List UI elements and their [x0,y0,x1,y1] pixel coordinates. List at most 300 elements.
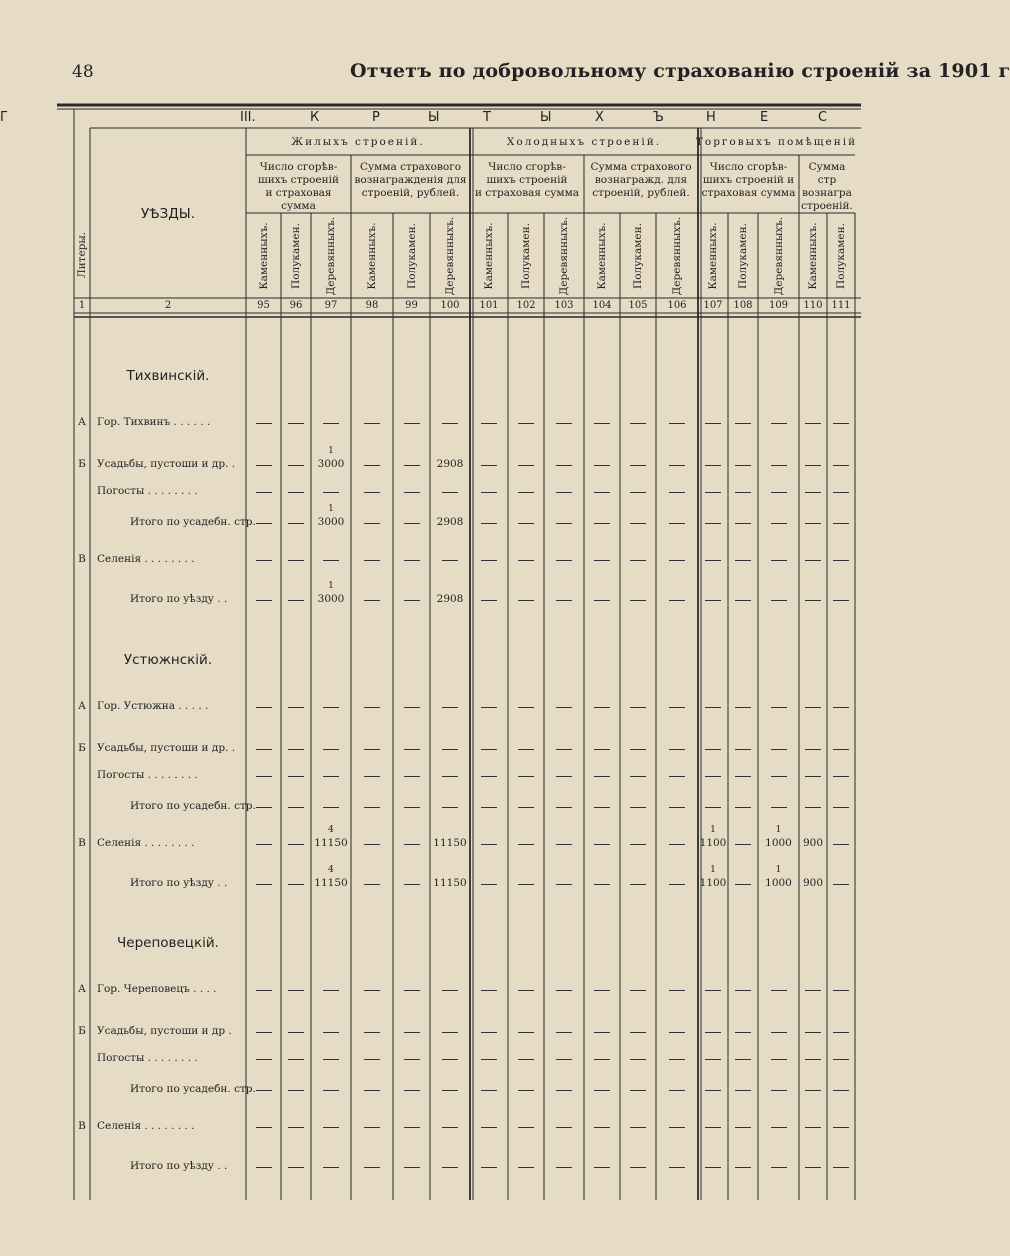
empty-cell-dash [705,749,721,750]
empty-cell-dash [669,1059,685,1060]
cell-value: 3000 [317,516,345,528]
empty-cell-dash [518,707,534,708]
empty-cell-dash [805,707,821,708]
banner-letter: Е [760,110,769,125]
empty-cell-dash [442,749,458,750]
empty-cell-dash [481,1090,497,1091]
empty-cell-dash [556,844,572,845]
empty-cell-dash [518,1127,534,1128]
empty-cell-dash [404,1127,420,1128]
empty-cell-dash [735,423,751,424]
empty-cell-dash [833,1059,849,1060]
empty-cell-dash [771,707,787,708]
column-number: 100 [440,300,460,311]
empty-cell-dash [518,1167,534,1168]
empty-cell-dash [735,844,751,845]
empty-cell-dash [805,600,821,601]
empty-cell-dash [442,807,458,808]
empty-cell-dash [442,1032,458,1033]
cell-value: 1000 [765,877,792,889]
empty-cell-dash [481,844,497,845]
empty-cell-dash [705,707,721,708]
uezdy-header: УѢЗДЫ. [140,206,196,222]
empty-cell-dash [705,492,721,493]
empty-cell-dash [833,707,849,708]
empty-cell-dash [518,492,534,493]
empty-cell-dash [481,560,497,561]
cell-value: 900 [802,877,824,889]
empty-cell-dash [256,560,272,561]
empty-cell-dash [669,844,685,845]
empty-cell-dash [630,492,646,493]
empty-cell-dash [288,1127,304,1128]
empty-cell-dash [594,1059,610,1060]
empty-cell-dash [556,600,572,601]
empty-cell-dash [556,423,572,424]
empty-cell-dash [404,749,420,750]
empty-cell-dash [556,1127,572,1128]
empty-cell-dash [256,423,272,424]
empty-cell-dash [256,492,272,493]
empty-cell-dash [481,776,497,777]
empty-cell-dash [556,707,572,708]
empty-cell-dash [833,1032,849,1033]
empty-cell-dash [518,990,534,991]
empty-cell-dash [404,492,420,493]
empty-cell-dash [288,1032,304,1033]
empty-cell-dash [288,523,304,524]
empty-cell-dash [481,600,497,601]
column-type-label: Каменныхъ. [596,222,608,290]
empty-cell-dash [833,423,849,424]
empty-cell-dash [805,990,821,991]
empty-cell-dash [256,1090,272,1091]
cell-value: 2908 [436,516,464,528]
empty-cell-dash [481,1167,497,1168]
empty-cell-dash [364,1167,380,1168]
empty-cell-dash [518,749,534,750]
empty-cell-dash [323,1127,339,1128]
empty-cell-dash [705,1059,721,1060]
subgroup-header: Сумма страхового вознагражд. для строеній, рублей. [590,161,692,199]
empty-cell-dash [556,807,572,808]
column-type-label: Полукамен. [835,223,847,289]
empty-cell-dash [594,990,610,991]
empty-cell-dash [669,749,685,750]
row-label: Итого по усадебн. стр. [130,800,256,812]
empty-cell-dash [771,600,787,601]
empty-cell-dash [364,560,380,561]
page-number: 48 [72,62,94,82]
empty-cell-dash [481,523,497,524]
empty-cell-dash [805,776,821,777]
row-label: Итого по уѣзду . . [130,1160,228,1172]
empty-cell-dash [364,776,380,777]
column-type-label: Полукамен. [737,223,749,289]
empty-cell-dash [288,1167,304,1168]
empty-cell-dash [256,1127,272,1128]
empty-cell-dash [323,1090,339,1091]
group-header: Холодныхъ строеній. [506,136,662,148]
empty-cell-dash [364,1090,380,1091]
row-letter: Б [78,1025,86,1037]
empty-cell-dash [735,560,751,561]
empty-cell-dash [364,1059,380,1060]
empty-cell-dash [735,749,751,750]
column-type-label: Полукамен. [632,223,644,289]
empty-cell-dash [594,844,610,845]
empty-cell-dash [556,884,572,885]
empty-cell-dash [323,1059,339,1060]
empty-cell-dash [364,600,380,601]
cell-value: 3000 [317,593,345,605]
cell-value: 3000 [317,458,345,470]
empty-cell-dash [364,465,380,466]
empty-cell-dash [594,1090,610,1091]
empty-cell-dash [481,1127,497,1128]
empty-cell-dash [735,1059,751,1060]
empty-cell-dash [705,1090,721,1091]
empty-cell-dash [805,749,821,750]
section-name: Тихвинскій. [126,368,210,384]
cell-superscript: 4 [328,865,334,875]
empty-cell-dash [323,707,339,708]
cell-value: 11150 [433,877,467,889]
empty-cell-dash [630,560,646,561]
empty-cell-dash [404,807,420,808]
empty-cell-dash [288,707,304,708]
cell-value: 900 [802,837,824,849]
banner-letter: Н [706,110,716,125]
empty-cell-dash [323,423,339,424]
column-number: 96 [289,300,303,311]
row-letter: В [78,553,86,565]
empty-cell-dash [594,807,610,808]
column-number: 2 [164,300,172,311]
row-label: Усадьбы, пустоши и др. . [97,458,236,470]
empty-cell-dash [256,707,272,708]
column-type-label: Полукамен. [290,223,302,289]
column-number: 103 [554,300,574,311]
cell-superscript: 1 [328,446,334,456]
empty-cell-dash [705,776,721,777]
empty-cell-dash [833,492,849,493]
empty-cell-dash [518,884,534,885]
row-label: Селенія . . . . . . . . [97,1120,195,1132]
empty-cell-dash [669,884,685,885]
empty-cell-dash [833,560,849,561]
empty-cell-dash [630,807,646,808]
row-letter: Б [78,742,86,754]
row-label: Итого по усадебн. стр. [130,516,256,528]
empty-cell-dash [442,1059,458,1060]
empty-cell-dash [735,807,751,808]
row-label: Погосты . . . . . . . . [97,1052,198,1064]
empty-cell-dash [364,749,380,750]
empty-cell-dash [364,523,380,524]
empty-cell-dash [288,600,304,601]
empty-cell-dash [288,776,304,777]
empty-cell-dash [404,523,420,524]
column-number: 1 [78,300,86,311]
empty-cell-dash [669,776,685,777]
row-letter: В [78,837,86,849]
empty-cell-dash [323,1032,339,1033]
column-type-label: Деревянныхъ. [444,216,456,296]
empty-cell-dash [288,749,304,750]
row-letter: В [78,1120,86,1132]
empty-cell-dash [630,600,646,601]
empty-cell-dash [805,1090,821,1091]
empty-cell-dash [594,492,610,493]
cell-value: 2908 [436,458,464,470]
row-label: Погосты . . . . . . . . [97,769,198,781]
empty-cell-dash [556,560,572,561]
empty-cell-dash [833,600,849,601]
empty-cell-dash [805,1127,821,1128]
empty-cell-dash [442,990,458,991]
cell-value: 1000 [765,837,792,849]
empty-cell-dash [481,707,497,708]
empty-cell-dash [288,844,304,845]
cell-superscript: 1 [328,581,334,591]
column-number: 102 [516,300,536,311]
empty-cell-dash [805,423,821,424]
empty-cell-dash [594,600,610,601]
empty-cell-dash [594,707,610,708]
empty-cell-dash [556,749,572,750]
column-number: 108 [733,300,753,311]
empty-cell-dash [481,492,497,493]
empty-cell-dash [518,423,534,424]
row-label: Гор. Тихвинъ . . . . . . [97,416,211,428]
column-number: 105 [628,300,648,311]
empty-cell-dash [833,1167,849,1168]
empty-cell-dash [771,1127,787,1128]
cell-superscript: 4 [328,825,334,835]
empty-cell-dash [630,1032,646,1033]
cell-value: 11150 [314,877,348,889]
banner-letter: К [310,110,320,125]
empty-cell-dash [364,807,380,808]
column-number: 95 [257,300,270,311]
empty-cell-dash [805,560,821,561]
empty-cell-dash [630,523,646,524]
empty-cell-dash [256,465,272,466]
cell-superscript: 1 [775,825,782,835]
cell-superscript: 1 [710,825,716,835]
empty-cell-dash [630,749,646,750]
row-label: Усадьбы, пустоши и др . [97,1025,232,1037]
empty-cell-dash [481,1059,497,1060]
empty-cell-dash [805,1032,821,1033]
banner-letter: С [818,110,828,125]
empty-cell-dash [735,776,751,777]
empty-cell-dash [256,990,272,991]
banner-letter: Х [595,110,604,125]
row-label: Селенія . . . . . . . . [97,837,195,849]
row-label: Гор. Устюжна . . . . . [97,700,209,712]
banner-letter: Ы [540,110,552,125]
column-number: 107 [703,300,723,311]
empty-cell-dash [518,465,534,466]
empty-cell-dash [256,884,272,885]
empty-cell-dash [256,1059,272,1060]
section-name: Череповецкій. [117,935,219,951]
empty-cell-dash [735,1032,751,1033]
empty-cell-dash [594,884,610,885]
empty-cell-dash [256,523,272,524]
empty-cell-dash [594,560,610,561]
column-type-label: Каменныхъ. [707,222,719,290]
group-header: Торговыхъ помѣщеній [695,136,858,148]
empty-cell-dash [518,1090,534,1091]
litery-header: Литеры. [76,231,88,279]
column-number: 98 [365,300,379,311]
empty-cell-dash [771,1167,787,1168]
empty-cell-dash [735,990,751,991]
column-number: 101 [479,300,499,311]
empty-cell-dash [630,423,646,424]
empty-cell-dash [364,423,380,424]
row-label: Погосты . . . . . . . . [97,485,198,497]
empty-cell-dash [288,1090,304,1091]
empty-cell-dash [481,990,497,991]
banner-letter: III. [240,110,256,125]
empty-cell-dash [630,990,646,991]
empty-cell-dash [323,749,339,750]
cell-value: 11150 [433,837,467,849]
empty-cell-dash [705,465,721,466]
empty-cell-dash [442,776,458,777]
empty-cell-dash [518,1059,534,1060]
empty-cell-dash [630,1167,646,1168]
column-type-label: Полукамен. [405,223,418,289]
empty-cell-dash [256,600,272,601]
empty-cell-dash [705,807,721,808]
empty-cell-dash [404,465,420,466]
banner-letter: Р [372,110,380,125]
empty-cell-dash [669,807,685,808]
empty-cell-dash [669,560,685,561]
empty-cell-dash [630,776,646,777]
empty-cell-dash [833,807,849,808]
column-type-label: Деревянныхъ. [671,216,683,296]
empty-cell-dash [735,523,751,524]
subgroup-header: Сумма страхового вознагражденія для строеній, рублей. [354,161,467,199]
empty-cell-dash [442,707,458,708]
banner-letter: Т [483,110,491,125]
empty-cell-dash [442,1167,458,1168]
empty-cell-dash [771,423,787,424]
cell-value: 1100 [699,877,727,889]
empty-cell-dash [735,600,751,601]
empty-cell-dash [771,523,787,524]
subgroup-header: Число сгорѣв- шихъ строеній и страховая сумма [474,161,580,199]
empty-cell-dash [364,707,380,708]
empty-cell-dash [404,990,420,991]
empty-cell-dash [404,707,420,708]
empty-cell-dash [735,1090,751,1091]
cell-superscript: 1 [328,504,334,514]
cell-value: 1100 [699,837,727,849]
empty-cell-dash [288,990,304,991]
empty-cell-dash [518,523,534,524]
empty-cell-dash [364,884,380,885]
empty-cell-dash [518,807,534,808]
empty-cell-dash [735,1127,751,1128]
empty-cell-dash [442,492,458,493]
empty-cell-dash [256,1167,272,1168]
empty-cell-dash [556,1090,572,1091]
empty-cell-dash [833,844,849,845]
row-label: Селенія . . . . . . . . [97,553,195,565]
empty-cell-dash [364,990,380,991]
empty-cell-dash [404,1167,420,1168]
empty-cell-dash [833,523,849,524]
empty-cell-dash [556,1032,572,1033]
empty-cell-dash [442,423,458,424]
empty-cell-dash [404,844,420,845]
empty-cell-dash [735,1167,751,1168]
column-type-label: Полукамен. [520,223,532,289]
empty-cell-dash [556,990,572,991]
empty-cell-dash [404,600,420,601]
column-number: 110 [803,300,823,311]
empty-cell-dash [556,1167,572,1168]
empty-cell-dash [833,776,849,777]
empty-cell-dash [669,423,685,424]
empty-cell-dash [771,1032,787,1033]
cell-value: 11150 [314,837,348,849]
empty-cell-dash [630,1127,646,1128]
empty-cell-dash [256,844,272,845]
empty-cell-dash [594,423,610,424]
empty-cell-dash [404,776,420,777]
empty-cell-dash [735,492,751,493]
empty-cell-dash [256,749,272,750]
column-number: 104 [592,300,612,311]
group-header: Жилыхъ строеній. [291,136,425,148]
empty-cell-dash [669,990,685,991]
cell-superscript: 1 [710,865,716,875]
empty-cell-dash [771,749,787,750]
empty-cell-dash [481,884,497,885]
empty-cell-dash [705,1032,721,1033]
empty-cell-dash [556,776,572,777]
empty-cell-dash [805,523,821,524]
subgroup-header: Число сгорѣв- шихъ строеній и страховая сумма [701,161,796,199]
empty-cell-dash [771,1059,787,1060]
column-type-label: Деревянныхъ. [325,216,337,296]
empty-cell-dash [669,600,685,601]
empty-cell-dash [669,1090,685,1091]
empty-cell-dash [705,1167,721,1168]
empty-cell-dash [518,776,534,777]
empty-cell-dash [705,990,721,991]
empty-cell-dash [594,776,610,777]
empty-cell-dash [771,776,787,777]
empty-cell-dash [404,1059,420,1060]
cell-value: 2908 [436,593,464,605]
empty-cell-dash [256,776,272,777]
column-number: 99 [405,300,418,311]
empty-cell-dash [556,523,572,524]
column-type-label: Каменныхъ. [483,222,495,290]
empty-cell-dash [481,465,497,466]
banner-letter: Г [0,110,8,125]
row-label: Гор. Череповецъ . . . . [97,983,217,995]
